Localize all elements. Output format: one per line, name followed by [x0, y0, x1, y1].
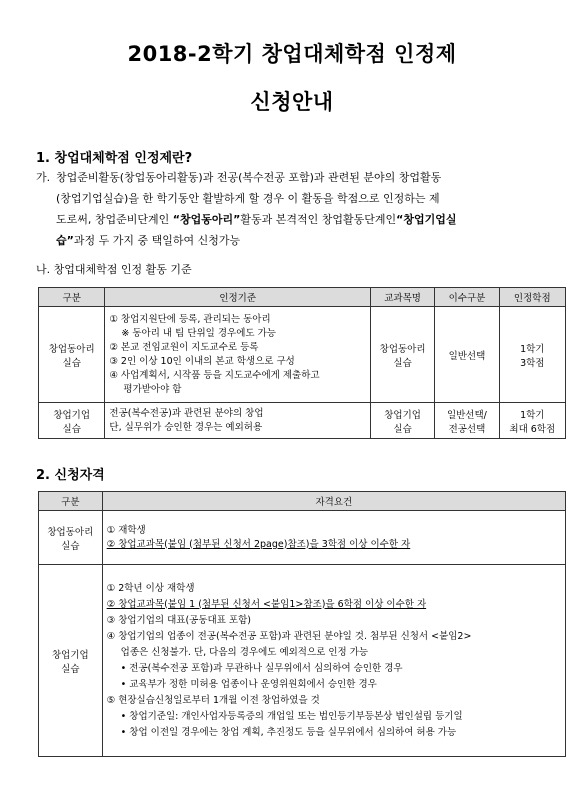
- header-cell: 교과목명: [370, 288, 434, 307]
- document-subtitle: 신청안내: [250, 90, 334, 114]
- table-header-row: [39, 492, 566, 511]
- eligibility-table: [38, 491, 566, 757]
- section-1-heading: 1. 창업대체학점 인정제란?: [36, 151, 193, 166]
- para-line-1: 창업준비활동(창업동아리활동)과 전공(복수전공 포함)과 관련된 분야의 창업활동: [56, 171, 442, 184]
- table-row: [39, 307, 566, 403]
- header-cell: 구분: [39, 492, 103, 511]
- table-header-row: [39, 288, 566, 307]
- course-cell: 창업동아리 실습: [370, 307, 434, 403]
- para-line-3: 도로써, 창업준비단계인 “창업동아리”활동과 본격적인 창업활동단계인“창업기업실: [56, 213, 457, 226]
- item-marker: 가.: [36, 171, 51, 184]
- para-line-4: 습”과정 두 가지 중 택일하여 신청가능: [56, 234, 241, 247]
- course-cell: 창업기업 실습: [370, 403, 434, 439]
- type-cell: 창업동아리 실습: [39, 511, 103, 565]
- section-1-paragraph: [36, 167, 566, 251]
- activity-criteria-table: [38, 287, 566, 439]
- type-cell: 창업기업 실습: [39, 565, 103, 757]
- table-row: [39, 511, 566, 565]
- credit-cell: 1학기 3학점: [499, 307, 565, 403]
- criteria-cell: ① 창업지원단에 등록, 관리되는 동아리 ※ 동아리 내 팀 단위일 경우에도 가능 ② 본교 전임교원이 지도교수로 등록 ③ 2인 이상 10인 이내의 본교 학생으로 구성 ④ 사업계획서, 시작품 등을 지도교수에게 제출하고 평가받아야 함: [105, 307, 371, 403]
- section-2-heading: 2. 신청자격: [36, 468, 105, 483]
- criteria-cell: 전공(복수전공)과 관련된 분야의 창업 단, 실무위가 승인한 경우는 예외허용: [105, 403, 371, 439]
- header-cell: 이수구분: [435, 288, 499, 307]
- type-cell: 창업동아리 실습: [39, 307, 105, 403]
- type-cell: 창업기업 실습: [39, 403, 105, 439]
- requirements-cell: ① 2학년 이상 재학생 ② 창업교과목(붙임 1 (첨부된 신청서 <붙임1>참조)을 6학점 이상 이수한 자 ③ 창업기업의 대표(공동대표 포함) ④ 창업기업의 업종이 전공(복수전공 포함)과 관련된 분야일 것. 첨부된 신청서 <붙임2> 업종은 신청불가. 단, 다음의 경우에도 예외적으로 인정 가능 • 전공(복수전공 포함)과 무관하나 실무위에서 심의하여 승인한 경우 • 교육부가 정한 미허용 업종이나 운영위원회에서 승인한 경우 ⑤ 현장실습신청일로부터 1개월 이전 창업하였을 것 • 창업기준일: 개인사업자등록증의 개업일 또는 법인등기부등본상 법인설립 등기일 • 창업 이전일 경우에는 창업 계획, 추진정도 등을 실무위에서 심의하여 허용 가능: [102, 565, 565, 757]
- document-title: 2018-2학기 창업대체학점 인정제: [127, 42, 457, 66]
- section-1-subheading: 나. 창업대체학점 인정 활동 기준: [36, 263, 192, 276]
- header-cell: 인정기준: [105, 288, 371, 307]
- table-row: [39, 403, 566, 439]
- table-row: [39, 565, 566, 757]
- credit-cell: 1학기 최대 6학점: [499, 403, 565, 439]
- header-cell: 인정학점: [499, 288, 565, 307]
- requirements-cell: ① 재학생 ② 창업교과목(붙임 (첨부된 신청서 2page)참조)을 3학점 이상 이수한 자: [102, 511, 565, 565]
- para-line-2: (창업기업실습)을 한 학기동안 활발하게 할 경우 이 활동을 학점으로 인정하는 제: [56, 192, 440, 205]
- header-cell: 자격요건: [102, 492, 565, 511]
- header-cell: 구분: [39, 288, 105, 307]
- division-cell: 일반선택: [435, 307, 499, 403]
- division-cell: 일반선택/ 전공선택: [435, 403, 499, 439]
